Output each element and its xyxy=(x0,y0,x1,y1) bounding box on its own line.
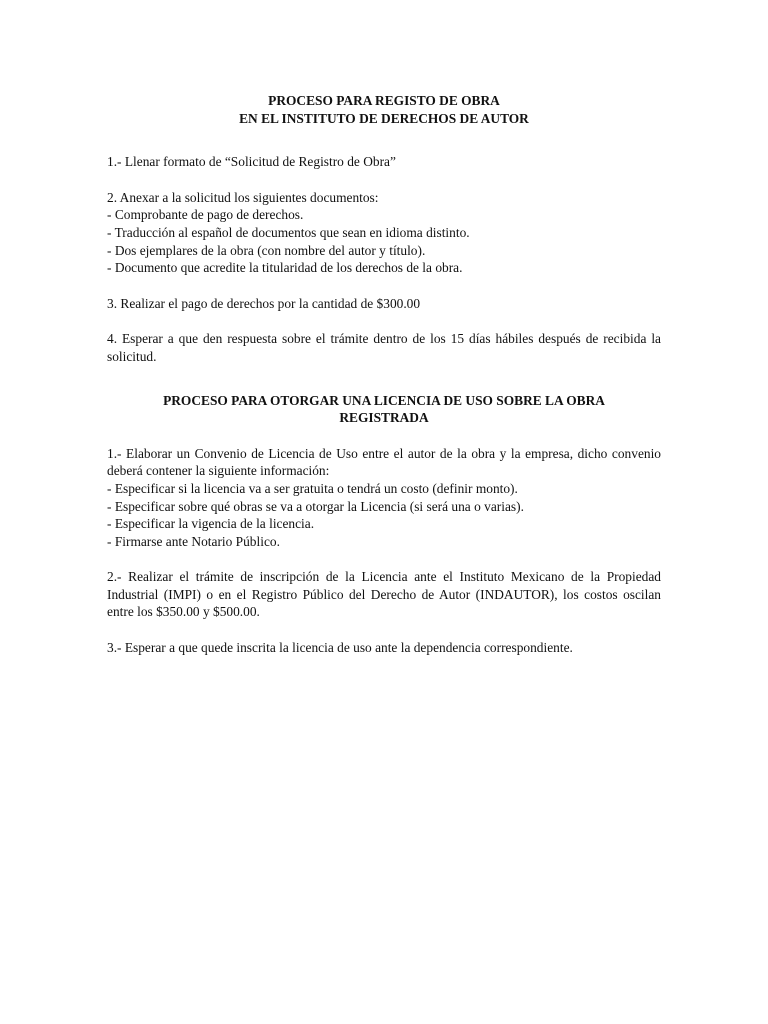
document-page xyxy=(107,92,661,657)
list-item: - Documento que acredite la titularidad de los derechos de la obra. xyxy=(107,259,661,277)
section-2-step-3: 3.- Esperar a que quede inscrita la licencia de uso ante la dependencia correspondiente. xyxy=(107,640,573,656)
section-1-title xyxy=(107,92,661,127)
list-item: - Firmarse ante Notario Público. xyxy=(107,533,661,551)
section-2-title-line-1: PROCESO PARA OTORGAR UNA LICENCIA DE USO SOBRE LA OBRA xyxy=(163,392,605,408)
section-1-title-line-1: PROCESO PARA REGISTO DE OBRA xyxy=(268,93,500,108)
section-2-step-1: 1.- Elaborar un Convenio de Licencia de Uso entre el autor de la obra y la empresa, dicho convenio deberá contener la siguiente información: xyxy=(107,445,661,479)
section-1-documents-list xyxy=(107,206,661,276)
section-2-step-2: 2.- Realizar el trámite de inscripción de la Licencia ante el Instituto Mexicano de la Propiedad Industrial (IMPI) o en el Registro Público del Derecho de Autor (INDAUTOR), los costos oscilan entre los $350.00 y $500.00. xyxy=(107,569,661,620)
section-1-step-1: 1.- Llenar formato de “Solicitud de Registro de Obra” xyxy=(107,154,396,170)
list-item: - Dos ejemplares de la obra (con nombre del autor y título). xyxy=(107,242,661,260)
section-licencia xyxy=(107,392,661,657)
section-1-step-3: 3. Realizar el pago de derechos por la cantidad de $300.00 xyxy=(107,295,421,311)
section-registro xyxy=(107,92,661,366)
list-item: - Comprobante de pago de derechos. xyxy=(107,206,661,224)
list-item: - Traducción al español de documentos que sean en idioma distinto. xyxy=(107,224,661,242)
section-1-title-line-2: EN EL INSTITUTO DE DERECHOS DE AUTOR xyxy=(239,110,529,126)
section-2-title-line-2: REGISTRADA xyxy=(339,410,429,426)
section-2-items-list xyxy=(107,480,661,550)
list-item: - Especificar la vigencia de la licencia. xyxy=(107,515,661,533)
section-2-title xyxy=(107,392,661,427)
list-item: - Especificar si la licencia va a ser gratuita o tendrá un costo (definir monto). xyxy=(107,480,661,498)
list-item: - Especificar sobre qué obras se va a otorgar la Licencia (si será una o varias). xyxy=(107,498,661,516)
section-1-step-4: 4. Esperar a que den respuesta sobre el trámite dentro de los 15 días hábiles después de recibida la solicitud. xyxy=(107,331,661,364)
section-1-step-2: 2. Anexar a la solicitud los siguientes documentos: xyxy=(107,189,379,205)
